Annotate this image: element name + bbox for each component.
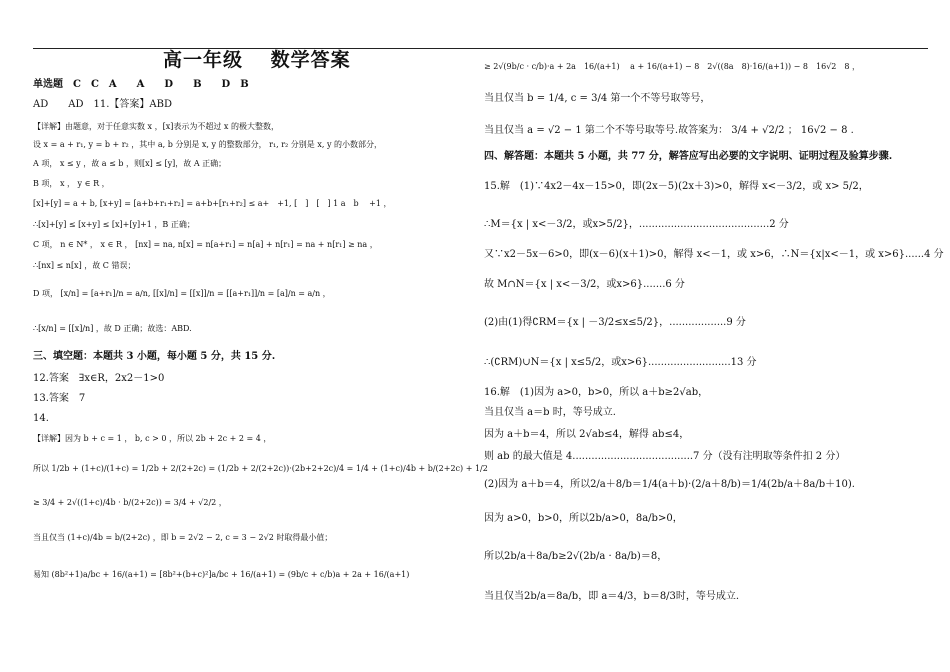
text-line: (2)由(1)得∁RM＝{x | －3/2≤x≤5/2}，..................9 分	[484, 317, 746, 328]
text-line: 设 x = a + r₁, y = b + r₂ ，其中 a, b 分别是 x, y 的整数部分， r₁, r₂ 分别是 x, y 的小数部分，	[33, 140, 383, 149]
answer-14-label: 14.	[33, 413, 49, 424]
single-choice-answers: 单选题 C C A A D B D B	[33, 79, 249, 90]
text-line: ∴(∁RM)∪N＝{x | x≤5/2，或x>6}..........................13 分	[484, 357, 757, 368]
text-line: 16.解 (1)因为 a>0，b>0，所以 a＋b≥2√ab，	[484, 387, 709, 398]
text-line: 故 M∩N＝{x | x<－3/2，或x>6}.......6 分	[484, 279, 685, 290]
multi-choice-answers: AD AD 11.【答案】ABD	[33, 99, 172, 110]
text-line: 当且仅当 b = 1/4, c = 3/4 第一个不等号取等号，	[484, 93, 711, 104]
text-line: [x]+[y] = a + b, [x+y] = [a+b+r₁+r₂] = a+b+[r₁+r₂] ≤ a+ +1, [ ] [ ] 1 a b +1 ，	[33, 199, 392, 208]
text-line: 因为 a>0，b>0，所以2b/a>0，8a/b>0，	[484, 513, 683, 524]
text-line: 又∵x2－5x－6>0，即(x－6)(x＋1)>0，解得 x<－1，或 x>6，∴N＝{x|x<－1，或 x>6}......4 分	[484, 249, 944, 260]
text-line: C 项， n ∈ N* ， x ∈ R ， [nx] = na, n[x] = n[a+r₁] = n[a] + n[r₁] = na + n[r₁] ≥ na ，	[33, 240, 378, 249]
formula-line: 所以 1/2b + (1+c)/(1+c) = 1/2b + 2/(2+2c) = (1/2b + 2/(2+2c))·(2b+2+2c)/4 = 1/4 + (1+c)/4b + b/(2+2c) + 1/2	[33, 464, 488, 473]
text-line: ∴[nx] ≤ n[x] ，故 C 错误；	[33, 261, 136, 270]
text-line: D 项， [x/n] = [a+r₁]/n = a/n, [[x]/n] = [[x]]/n = [[a+r₁]]/n = [a]/n = a/n ，	[33, 289, 331, 298]
text-line: B 项， x ， y ∈ R ，	[33, 179, 110, 188]
text-line: 所以2b/a＋8a/b≥2√(2b/a · 8a/b)＝8，	[484, 551, 668, 562]
text-line: 15.解 (1)∵4x2－4x－15>0，即(2x－5)(2x＋3)>0，解得 x<－3/2，或 x> 5/2，	[484, 181, 869, 192]
page-title: 高一年级 数学答案	[163, 49, 351, 71]
text-line: ∴M＝{x | x<－3/2，或x>5/2}，.........................................2 分	[484, 219, 789, 230]
text-line: A 项， x ≤ y ，故 a ≤ b ，则[x] ≤ [y]，故 A 正确；	[33, 159, 227, 168]
formula-line: 易知 (8b²+1)a/bc + 16/(a+1) = [8b²+(b+c)²]a/bc + 16/(a+1) = (9b/c + c/b)a + 2a + 16/(a+1)	[33, 570, 410, 579]
text-line: 当且仅当2b/a＝8a/b，即 a＝4/3，b＝8/3时，等号成立.	[484, 591, 740, 602]
text-line: 【详解】因为 b + c = 1 ， b, c > 0 ，所以 2b + 2c + 2 = 4 ，	[33, 434, 272, 443]
formula-line: 当且仅当 (1+c)/4b = b/(2+2c) ，即 b = 2√2 − 2, c = 3 − 2√2 时取得最小值；	[33, 533, 333, 542]
text-line: ∴[x]+[y] ≤ [x+y] ≤ [x]+[y]+1 ，B 正确；	[33, 220, 195, 229]
text-line: 【详解】由题意，对于任意实数 x ，[x]表示为不超过 x 的极大整数，	[33, 122, 279, 131]
text-line: 当且仅当 a = √2 − 1 第二个不等号取等号.故答案为： 3/4 + √2/2 ； 16√2 − 8 .	[484, 125, 854, 136]
text-line: 则 ab 的最大值是 4......................................7 分（没有注明取等条件扣 2 分）	[484, 451, 846, 462]
section-heading: 四、解答题：本题共 5 小题，共 77 分，解答应写出必要的文字说明、证明过程及验算步骤.	[484, 151, 893, 162]
text-line: (2)因为 a＋b＝4，所以2/a＋8/b＝1/4(a＋b)·(2/a＋8/b)＝1/4(2b/a＋8a/b＋10).	[484, 479, 855, 490]
text-line: ∴[x/n] = [[x]/n] ，故 D 正确；故选：ABD.	[33, 324, 192, 333]
answer-13: 13.答案 7	[33, 393, 86, 404]
section-heading: 三、填空题：本题共 3 小题，每小题 5 分，共 15 分.	[33, 351, 276, 362]
answer-12: 12.答案 ∃x∈R，2x2－1>0	[33, 373, 165, 384]
formula-line: ≥ 3/4 + 2√((1+c)/4b · b/(2+2c)) = 3/4 + √2/2 ，	[33, 498, 227, 507]
formula-line: ≥ 2√(9b/c · c/b)·a + 2a 16/(a+1) a + 16/(a+1) − 8 2√((8a 8)·16/(a+1)) − 8 16√2 8 ，	[484, 62, 861, 71]
text-line: 因为 a＋b＝4，所以 2√ab≤4，解得 ab≤4，	[484, 429, 690, 440]
text-line: 当且仅当 a＝b 时，等号成立.	[484, 407, 616, 418]
